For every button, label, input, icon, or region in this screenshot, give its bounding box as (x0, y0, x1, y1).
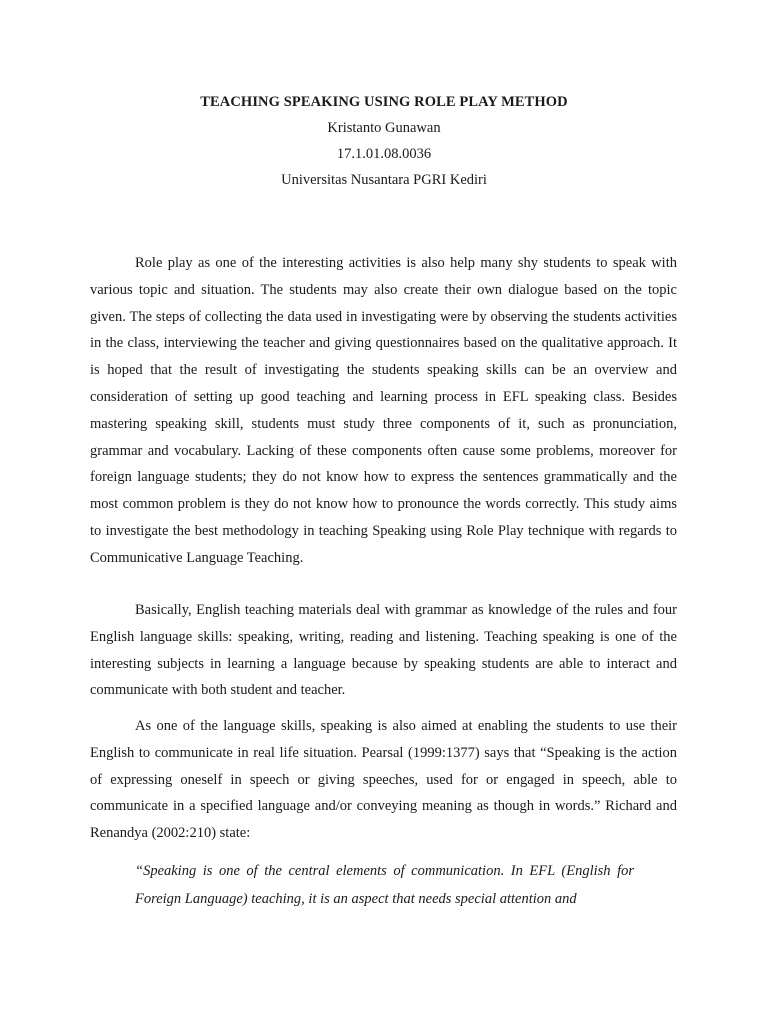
paragraph-introduction: Basically, English teaching materials deal with grammar as knowledge of the rules and four English language skills: speaking, writing, reading and listening. Teaching speaking is one of the interesting subjects in learning a language because by speaking students are able to interact and communicate with both student and teacher. (90, 602, 677, 699)
student-id: 17.1.01.08.0036 (336, 146, 432, 162)
paragraph-speaking-definition: As one of the language skills, speaking is also aimed at enabling the students to use their English to communicate in real life situation. Pearsal (1999:1377) says that “Speaking is the action of expressing oneself in speech or giving speeches, used for or engaged in speech, able to communicate in a specified language and/or conveying meaning as though in words.” Richard and Renandya (2002:210) state: (90, 718, 677, 842)
institution-name: Universitas Nusantara PGRI Kediri (281, 172, 487, 188)
block-quote: “Speaking is one of the central elements of communication. In EFL (English for Foreign Language) teaching, it is an aspect that needs special attention and (135, 863, 634, 907)
author-name: Kristanto Gunawan (327, 120, 441, 136)
document-title: TEACHING SPEAKING USING ROLE PLAY METHOD (200, 94, 568, 110)
paragraph-abstract: Role play as one of the interesting activities is also help many shy students to speak with various topic and situation. The students may also create their own dialogue based on the topic given. The steps of collecting the data used in investigating were by observing the students activities in the class, interviewing the teacher and giving questionnaires based on the qualitative approach. It is hoped that the result of investigating the students speaking skills can be an overview and consideration of setting up good teaching and learning process in EFL speaking class. Besides mastering speaking skill, students must study three components of it, such as pronunciation, grammar and vocabulary. Lacking of these components often cause some problems, moreover for foreign language students; they do not know how to express the sentences grammatically and the most common problem is they do not know how to pronounce the words correctly. This study aims to investigate the best methodology in teaching Speaking using Role Play technique with regards to Communicative Language Teaching. (90, 255, 677, 566)
document-header (0, 92, 768, 196)
